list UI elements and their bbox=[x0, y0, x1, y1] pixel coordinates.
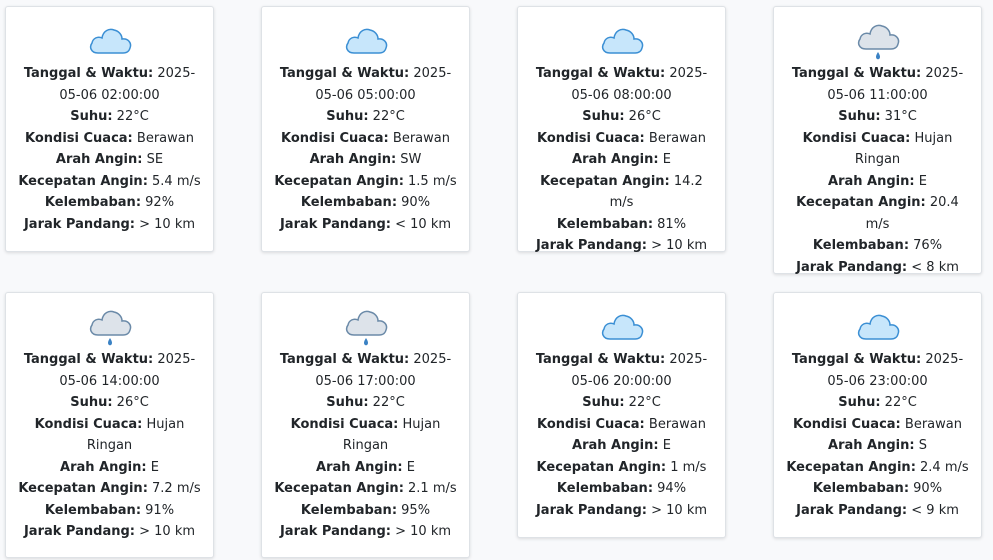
wind-dir-label: Arah Angin: bbox=[572, 438, 659, 453]
temp-label: Suhu: bbox=[838, 395, 881, 410]
temp-value: 22°C bbox=[372, 109, 405, 124]
wind-dir-label: Arah Angin: bbox=[60, 459, 147, 475]
condition-label: Kondisi Cuaca: bbox=[25, 130, 133, 146]
condition-value: Hujan Ringan bbox=[342, 416, 441, 453]
humidity-label: Kelembaban: bbox=[556, 216, 654, 232]
wind-speed-value: 20.4 m/s bbox=[865, 195, 959, 232]
datetime-value: 2025-05-06 11:00:00 bbox=[827, 66, 964, 103]
datetime-label: Tanggal & Waktu: bbox=[23, 352, 154, 367]
datetime-value: 2025-05-06 14:00:00 bbox=[59, 352, 196, 389]
condition-row bbox=[16, 414, 203, 457]
wind-dir-value: E bbox=[662, 438, 671, 453]
wind-dir-label: Arah Angin: bbox=[828, 173, 915, 189]
wind-speed-label: Kecepatan Angin: bbox=[18, 481, 148, 496]
condition-label: Kondisi Cuaca: bbox=[537, 416, 645, 432]
wind-speed-label: Kecepatan Angin: bbox=[274, 173, 404, 189]
temp-row bbox=[528, 106, 715, 128]
condition-value: Berawan bbox=[136, 130, 194, 146]
visibility-row bbox=[528, 235, 715, 257]
temp-row bbox=[784, 392, 971, 414]
humidity-row bbox=[528, 214, 715, 236]
condition-label: Kondisi Cuaca: bbox=[290, 416, 399, 432]
visibility-label: Jarak Pandang: bbox=[535, 502, 647, 518]
wind-dir-label: Arah Angin: bbox=[572, 152, 659, 167]
wind-speed-row bbox=[272, 478, 459, 500]
datetime-label: Tanggal & Waktu: bbox=[535, 352, 666, 367]
visibility-value: < 9 km bbox=[911, 502, 959, 518]
cloud-icon bbox=[272, 23, 459, 59]
visibility-value: > 10 km bbox=[651, 502, 708, 518]
datetime-label: Tanggal & Waktu: bbox=[791, 352, 922, 367]
humidity-label: Kelembaban: bbox=[812, 481, 910, 496]
wind-speed-label: Kecepatan Angin: bbox=[536, 459, 667, 475]
condition-row bbox=[272, 414, 459, 457]
datetime-label: Tanggal & Waktu: bbox=[791, 66, 922, 81]
forecast-card bbox=[5, 292, 214, 558]
humidity-label: Kelembaban: bbox=[300, 502, 398, 518]
wind-dir-row bbox=[272, 149, 459, 171]
visibility-label: Jarak Pandang: bbox=[279, 216, 391, 232]
humidity-value: 94% bbox=[657, 481, 687, 496]
wind-speed-row bbox=[528, 171, 715, 214]
humidity-row bbox=[272, 500, 459, 522]
visibility-value: > 10 km bbox=[395, 524, 452, 539]
forecast-card bbox=[773, 292, 982, 538]
temp-row bbox=[272, 392, 459, 414]
datetime-value: 2025-05-06 05:00:00 bbox=[315, 66, 452, 103]
datetime-row bbox=[16, 349, 203, 392]
visibility-value: > 10 km bbox=[139, 216, 196, 232]
wind-dir-row bbox=[528, 149, 715, 171]
visibility-label: Jarak Pandang: bbox=[796, 502, 908, 518]
datetime-row bbox=[784, 63, 971, 106]
wind-dir-row bbox=[784, 435, 971, 457]
datetime-value: 2025-05-06 17:00:00 bbox=[315, 352, 452, 389]
temp-label: Suhu: bbox=[70, 395, 113, 410]
forecast-card bbox=[5, 6, 214, 252]
visibility-label: Jarak Pandang: bbox=[23, 524, 135, 539]
wind-speed-row bbox=[16, 171, 203, 193]
humidity-label: Kelembaban: bbox=[300, 195, 398, 210]
condition-label: Kondisi Cuaca: bbox=[537, 130, 645, 146]
humidity-value: 90% bbox=[401, 195, 431, 210]
condition-value: Hujan Ringan bbox=[86, 416, 185, 453]
visibility-row bbox=[16, 214, 203, 236]
condition-row bbox=[528, 414, 715, 436]
wind-speed-row bbox=[784, 457, 971, 479]
wind-dir-value: E bbox=[150, 459, 159, 475]
datetime-label: Tanggal & Waktu: bbox=[23, 66, 154, 81]
visibility-value: > 10 km bbox=[651, 238, 708, 253]
light-rain-icon bbox=[16, 309, 203, 345]
humidity-label: Kelembaban: bbox=[812, 238, 910, 253]
wind-dir-label: Arah Angin: bbox=[55, 152, 143, 167]
humidity-row bbox=[272, 192, 459, 214]
humidity-value: 92% bbox=[145, 195, 175, 210]
condition-row bbox=[272, 128, 459, 150]
wind-dir-value: S bbox=[918, 438, 927, 453]
wind-dir-row bbox=[16, 457, 203, 479]
forecast-card bbox=[773, 6, 982, 274]
condition-value: Berawan bbox=[648, 130, 706, 146]
temp-row bbox=[784, 106, 971, 128]
temp-value: 22°C bbox=[884, 395, 917, 410]
condition-row bbox=[784, 414, 971, 436]
datetime-row bbox=[16, 63, 203, 106]
wind-dir-row bbox=[528, 435, 715, 457]
cloud-icon bbox=[784, 309, 971, 345]
humidity-value: 95% bbox=[401, 502, 431, 518]
condition-row bbox=[528, 128, 715, 150]
light-rain-icon bbox=[272, 309, 459, 345]
wind-dir-value: E bbox=[918, 173, 927, 189]
temp-label: Suhu: bbox=[326, 109, 369, 124]
forecast-card bbox=[517, 292, 726, 538]
condition-label: Kondisi Cuaca: bbox=[281, 130, 389, 146]
humidity-label: Kelembaban: bbox=[44, 502, 142, 518]
wind-speed-row bbox=[784, 192, 971, 235]
humidity-row bbox=[528, 478, 715, 500]
temp-label: Suhu: bbox=[582, 395, 625, 410]
humidity-label: Kelembaban: bbox=[44, 195, 142, 210]
humidity-row bbox=[784, 235, 971, 257]
wind-speed-label: Kecepatan Angin: bbox=[274, 481, 404, 496]
wind-dir-row bbox=[16, 149, 203, 171]
wind-speed-value: 2.4 m/s bbox=[920, 459, 969, 475]
wind-dir-label: Arah Angin: bbox=[316, 459, 403, 475]
wind-speed-label: Kecepatan Angin: bbox=[540, 173, 670, 189]
humidity-label: Kelembaban: bbox=[556, 481, 654, 496]
temp-value: 22°C bbox=[116, 109, 149, 124]
visibility-row bbox=[272, 214, 459, 236]
temp-row bbox=[16, 106, 203, 128]
wind-speed-value: 14.2 m/s bbox=[609, 173, 703, 210]
forecast-card bbox=[261, 292, 470, 558]
temp-label: Suhu: bbox=[838, 109, 881, 124]
temp-value: 22°C bbox=[372, 395, 405, 410]
datetime-row bbox=[528, 349, 715, 392]
condition-value: Berawan bbox=[392, 130, 450, 146]
visibility-value: < 10 km bbox=[395, 216, 452, 232]
wind-dir-row bbox=[784, 171, 971, 193]
temp-value: 22°C bbox=[628, 395, 661, 410]
visibility-row bbox=[528, 500, 715, 522]
condition-value: Berawan bbox=[648, 416, 706, 432]
temp-value: 26°C bbox=[628, 109, 661, 124]
wind-speed-value: 1.5 m/s bbox=[408, 173, 457, 189]
temp-label: Suhu: bbox=[326, 395, 369, 410]
datetime-row bbox=[272, 349, 459, 392]
wind-speed-label: Kecepatan Angin: bbox=[796, 195, 926, 210]
wind-speed-value: 2.1 m/s bbox=[408, 481, 457, 496]
forecast-card bbox=[517, 6, 726, 252]
wind-speed-value: 7.2 m/s bbox=[152, 481, 201, 496]
wind-dir-value: E bbox=[662, 152, 671, 167]
datetime-row bbox=[528, 63, 715, 106]
cloud-icon bbox=[528, 309, 715, 345]
humidity-value: 81% bbox=[657, 216, 687, 232]
wind-dir-value: E bbox=[406, 459, 415, 475]
wind-speed-label: Kecepatan Angin: bbox=[786, 459, 916, 475]
wind-speed-value: 1 m/s bbox=[670, 459, 707, 475]
temp-label: Suhu: bbox=[70, 109, 113, 124]
temp-value: 26°C bbox=[116, 395, 149, 410]
condition-row bbox=[784, 128, 971, 171]
datetime-label: Tanggal & Waktu: bbox=[279, 352, 410, 367]
datetime-label: Tanggal & Waktu: bbox=[535, 66, 666, 81]
condition-value: Berawan bbox=[904, 416, 962, 432]
wind-speed-label: Kecepatan Angin: bbox=[18, 173, 148, 189]
visibility-row bbox=[784, 257, 971, 279]
wind-dir-row bbox=[272, 457, 459, 479]
visibility-label: Jarak Pandang: bbox=[796, 259, 908, 275]
datetime-value: 2025-05-06 08:00:00 bbox=[571, 66, 708, 103]
visibility-row bbox=[784, 500, 971, 522]
humidity-value: 90% bbox=[913, 481, 943, 496]
datetime-row bbox=[784, 349, 971, 392]
temp-value: 31°C bbox=[884, 109, 917, 124]
humidity-value: 76% bbox=[913, 238, 943, 253]
condition-row bbox=[16, 128, 203, 150]
datetime-value: 2025-05-06 23:00:00 bbox=[827, 352, 964, 389]
visibility-row bbox=[272, 521, 459, 543]
visibility-label: Jarak Pandang: bbox=[23, 216, 135, 232]
datetime-value: 2025-05-06 20:00:00 bbox=[571, 352, 708, 389]
humidity-row bbox=[16, 500, 203, 522]
visibility-label: Jarak Pandang: bbox=[279, 524, 391, 539]
wind-speed-row bbox=[528, 457, 715, 479]
temp-row bbox=[272, 106, 459, 128]
light-rain-icon bbox=[784, 23, 971, 59]
condition-label: Kondisi Cuaca: bbox=[802, 130, 911, 146]
temp-label: Suhu: bbox=[582, 109, 625, 124]
humidity-row bbox=[16, 192, 203, 214]
wind-dir-value: SE bbox=[146, 152, 164, 167]
wind-speed-row bbox=[16, 478, 203, 500]
temp-row bbox=[528, 392, 715, 414]
condition-label: Kondisi Cuaca: bbox=[34, 416, 143, 432]
wind-speed-value: 5.4 m/s bbox=[152, 173, 201, 189]
wind-dir-value: SW bbox=[400, 152, 422, 167]
visibility-value: > 10 km bbox=[139, 524, 196, 539]
cloud-icon bbox=[16, 23, 203, 59]
humidity-row bbox=[784, 478, 971, 500]
temp-row bbox=[16, 392, 203, 414]
forecast-card bbox=[261, 6, 470, 252]
datetime-label: Tanggal & Waktu: bbox=[279, 66, 410, 81]
datetime-value: 2025-05-06 02:00:00 bbox=[59, 66, 196, 103]
wind-dir-label: Arah Angin: bbox=[309, 152, 397, 167]
visibility-row bbox=[16, 521, 203, 543]
wind-speed-row bbox=[272, 171, 459, 193]
visibility-value: < 8 km bbox=[911, 259, 959, 275]
visibility-label: Jarak Pandang: bbox=[535, 238, 647, 253]
datetime-row bbox=[272, 63, 459, 106]
cloud-icon bbox=[528, 23, 715, 59]
condition-label: Kondisi Cuaca: bbox=[793, 416, 901, 432]
condition-value: Hujan Ringan bbox=[854, 130, 953, 167]
humidity-value: 91% bbox=[145, 502, 175, 518]
wind-dir-label: Arah Angin: bbox=[828, 438, 915, 453]
